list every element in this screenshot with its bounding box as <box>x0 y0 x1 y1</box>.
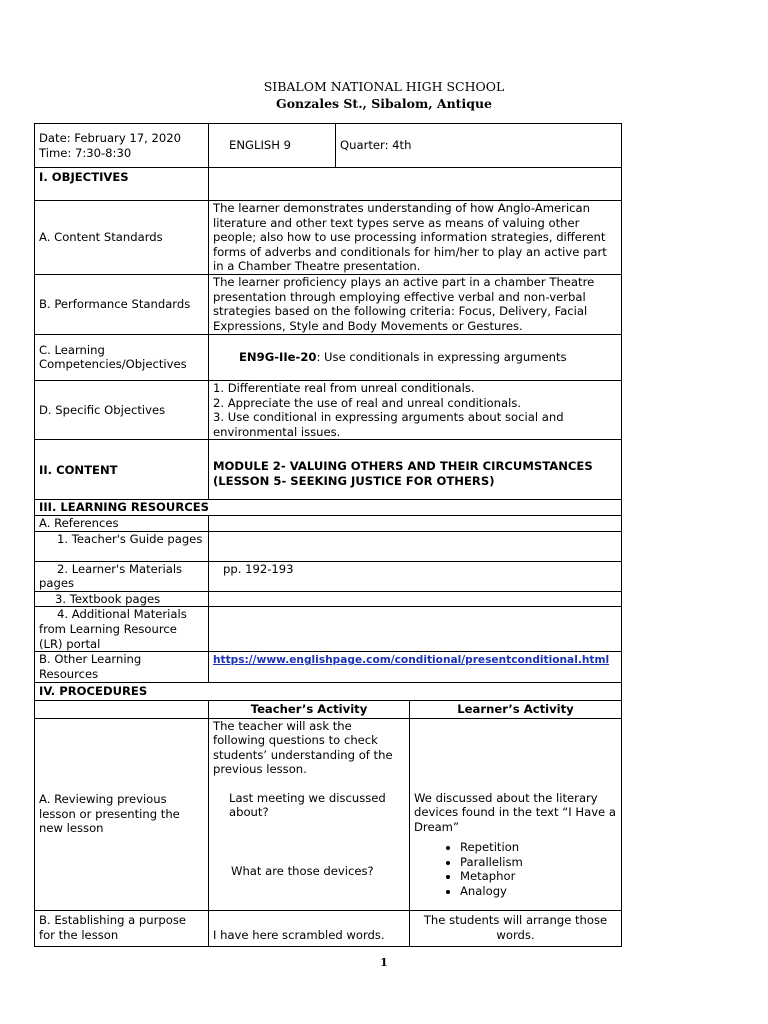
content-standards-row <box>35 201 622 275</box>
other-resources-link[interactable]: https://www.englishpage.com/conditional/presentconditional.html <box>213 654 610 667</box>
teachers-guide-row <box>35 531 622 561</box>
references-label: A. References <box>35 515 209 531</box>
other-resources-cell <box>209 652 622 682</box>
teacher-intro: The teacher will ask the following questions to check students’ understanding of the previous lesson. <box>213 718 393 777</box>
learner-activity-header: Learner’s Activity <box>410 700 622 718</box>
review-learner-cell <box>410 718 622 910</box>
specific-objective-2: 2. Appreciate the use of real and unreal conditionals. <box>213 395 522 410</box>
performance-standards-row <box>35 274 622 334</box>
content-standards-label: A. Content Standards <box>35 201 209 275</box>
learners-materials-row <box>35 561 622 591</box>
objectives-heading-row <box>35 168 622 201</box>
teacher-question-2: What are those devices? <box>231 864 374 879</box>
content-heading: II. CONTENT <box>35 440 209 500</box>
review-label: A. Reviewing previous lesson or presenting the new lesson <box>35 718 209 910</box>
date-time-cell <box>35 124 209 168</box>
document-header <box>0 78 768 112</box>
specific-objectives-label: D. Specific Objectives <box>35 380 209 439</box>
time-text: Time: 7:30-8:30 <box>39 145 132 160</box>
review-teacher-cell <box>209 718 410 910</box>
school-address: Gonzales St., Sibalom, Antique <box>276 96 492 111</box>
competencies-label: C. Learning Competencies/Objectives <box>35 334 209 380</box>
competency-text: : Use conditionals in expressing arguments <box>316 350 567 365</box>
specific-objectives-row <box>35 380 622 439</box>
learner-answer: We discussed about the literary devices found in the text “I Have a Dream” <box>414 790 616 834</box>
content-standards-text: The learner demonstrates understanding of how Anglo-American literature and other text types serve as means of valuing other people; also how to use processing information strategies, different forms of adverbs and conditionals for him/her to play an active part in a Chamber Theatre presentation. <box>209 201 622 275</box>
content-row <box>35 440 622 500</box>
teacher-activity-header: Teacher’s Activity <box>209 700 410 718</box>
date-text: Date: February 17, 2020 <box>39 130 181 145</box>
list-item: • Metaphor <box>460 869 617 884</box>
page-number: 1 <box>380 956 388 969</box>
subject-cell: ENGLISH 9 <box>209 124 336 168</box>
procedures-heading: IV. PROCEDURES <box>35 682 622 700</box>
competency-code: EN9G-IIe-20 <box>239 350 317 365</box>
resources-heading: III. LEARNING RESOURCES <box>35 500 622 516</box>
list-item: • Analogy <box>460 884 617 899</box>
performance-standards-text: The learner proficiency plays an active part in a chamber Theatre presentation through employing effective verbal and non-verbal strategies based on the following criteria: Focus, Delivery, Facial Expressions, Style and Body Movements or Gestures. <box>209 274 622 334</box>
resources-heading-row <box>35 500 622 516</box>
lesson-plan-table <box>34 123 622 947</box>
procedures-heading-row <box>35 682 622 700</box>
devices-list <box>414 840 617 898</box>
specific-objective-1: 1. Differentiate real from unreal conditionals. <box>213 380 475 395</box>
performance-standards-label: B. Performance Standards <box>35 274 209 334</box>
learners-materials-label: 2. Learner's Materials pages <box>39 561 183 591</box>
info-row <box>35 124 622 168</box>
other-resources-label: B. Other Learning Resources <box>35 652 209 682</box>
school-name: SIBALOM NATIONAL HIGH SCHOOL <box>263 79 505 94</box>
competencies-row <box>35 334 622 380</box>
purpose-teacher: I have here scrambled words. <box>209 910 410 946</box>
quarter-cell: Quarter: 4th <box>336 124 622 168</box>
learners-materials-cell <box>35 561 209 591</box>
list-item: • Repetition <box>460 840 617 855</box>
teacher-question-1: Last meeting we discussed about? <box>229 790 386 820</box>
purpose-learner: The students will arrange those words. <box>410 910 622 946</box>
references-row <box>35 515 622 531</box>
purpose-label: B. Establishing a purpose for the lesson <box>35 910 209 946</box>
objectives-heading: I. OBJECTIVES <box>35 168 209 201</box>
purpose-row <box>35 910 622 946</box>
other-resources-row <box>35 652 622 682</box>
additional-materials-cell <box>35 607 209 652</box>
textbook-row <box>35 591 622 607</box>
content-text: MODULE 2- VALUING OTHERS AND THEIR CIRCUMSTANCES (LESSON 5- SEEKING JUSTICE FOR OTHERS) <box>209 440 622 500</box>
list-item: • Parallelism <box>460 855 617 870</box>
competencies-cell <box>209 334 622 380</box>
learners-materials-value: pp. 192-193 <box>209 561 622 591</box>
teachers-guide-cell <box>35 531 209 561</box>
teachers-guide-label: 1. Teacher's Guide pages <box>57 531 203 546</box>
specific-objectives-cell <box>209 380 622 439</box>
review-row <box>35 718 622 910</box>
additional-materials-row <box>35 607 622 652</box>
specific-objective-3: 3. Use conditional in expressing arguments about social and environmental issues. <box>213 410 564 439</box>
textbook-label: 3. Textbook pages <box>35 591 209 607</box>
additional-materials-label: 4. Additional Materials from Learning Resource (LR) portal <box>39 607 187 651</box>
activity-header-row <box>35 700 622 718</box>
